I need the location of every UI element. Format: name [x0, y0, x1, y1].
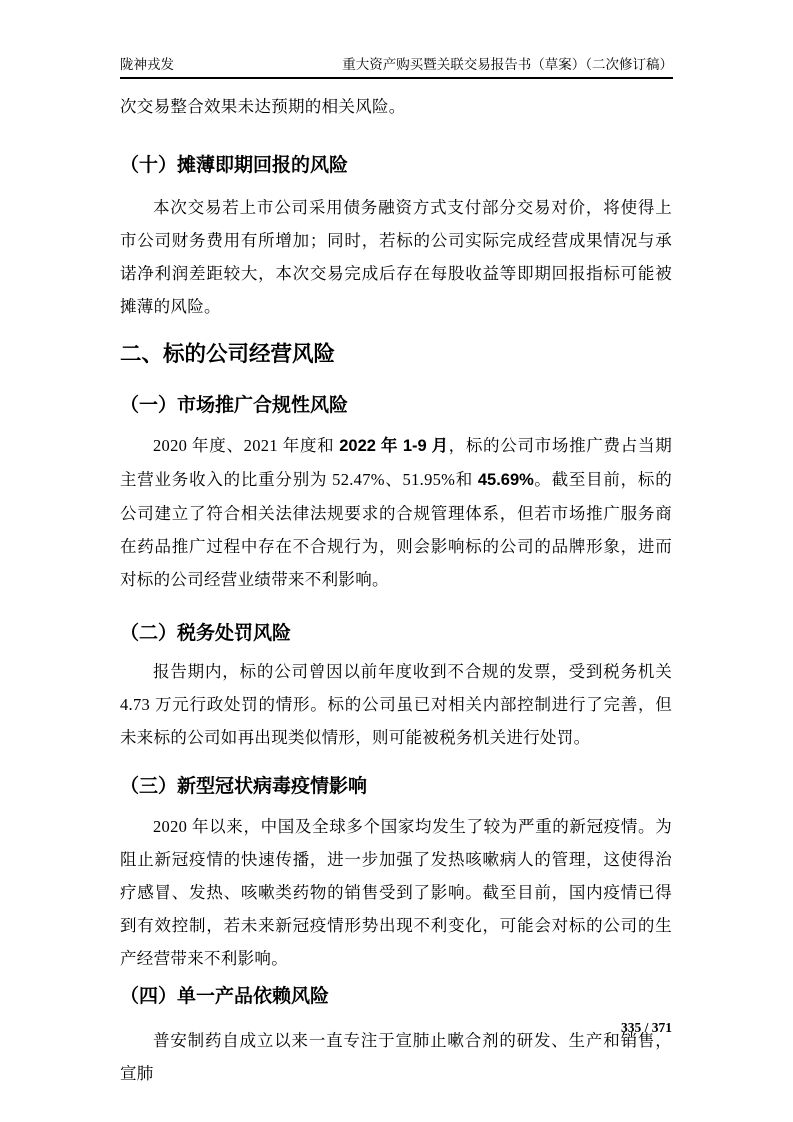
section-heading-3: （三）新型冠状病毒疫情影响: [120, 776, 368, 797]
text-segment: 。截至目前，标的公司建立了符合相关法律法规要求的合规管理体系，但若市场推广服务商在药品推广过程中存在不合规行为，则会影响标的公司的品牌形象，进而对标的公司经营业绩带来不利影响。: [120, 470, 672, 589]
bold-period-text: 2022 年 1-9 月: [339, 437, 449, 455]
section-heading-1: （一）市场推广合规性风险: [120, 395, 349, 416]
section-heading-10: （十）摊薄即期回报的风险: [120, 155, 349, 176]
section-3-paragraph: 2020 年以来，中国及全球多个国家均发生了较为严重的新冠疫情。为阻止新冠疫情的快速传播，进一步加强了发热咳嗽病人的管理，这使得治疗感冒、发热、咳嗽类药物的销售受到了影响。截至目前，国内疫情已得到有效控制，若未来新冠疫情形势出现不利变化，可能会对标的公司的生产经营带来不利影响。: [120, 817, 672, 968]
section-heading-2: （二）税务处罚风险: [120, 623, 292, 644]
section-heading-4: （四）单一产品依赖风险: [120, 986, 330, 1007]
section-2-paragraph: 报告期内，标的公司曾因以前年度收到不合规的发票，受到税务机关 4.73 万元行政处罚的情形。标的公司虽已对相关内部控制进行了完善，但未来标的公司如再出现类似情形，则可能被税务机关进行处罚。: [120, 662, 672, 747]
page-header: [120, 56, 673, 79]
page-body: [120, 90, 672, 1090]
header-report-title: 重大资产购买暨关联交易报告书（草案）（二次修订稿）: [342, 57, 673, 72]
text-segment: ，标的公司市场推广费占当期主营业务收入的比重分别为 52.47%、51.95%和: [120, 436, 672, 489]
section-10-paragraph: 本次交易若上市公司采用债务融资方式支付部分交易对价，将使得上市公司财务费用有所增加；同时，若标的公司实际完成经营成果情况与承诺净利润差距较大，本次交易完成后存在每股收益等即期回报指标可能被摊薄的风险。: [120, 198, 672, 316]
chapter-heading-2: 二、标的公司经营风险: [120, 342, 336, 366]
page-number: 335 / 371: [620, 1020, 672, 1035]
text-segment: 2020 年度、2021 年度和: [153, 436, 340, 455]
header-company-name: 陇神戎发: [120, 57, 174, 72]
bold-percentage-text: 45.69%: [477, 471, 534, 489]
section-1-paragraph: [120, 429, 672, 596]
continuation-paragraph: 次交易整合效果未达预期的相关风险。: [120, 97, 406, 116]
section-4-paragraph: 普安制药自成立以来一直专注于宣肺止嗽合剂的研发、生产和销售，宣肺: [120, 1031, 672, 1083]
